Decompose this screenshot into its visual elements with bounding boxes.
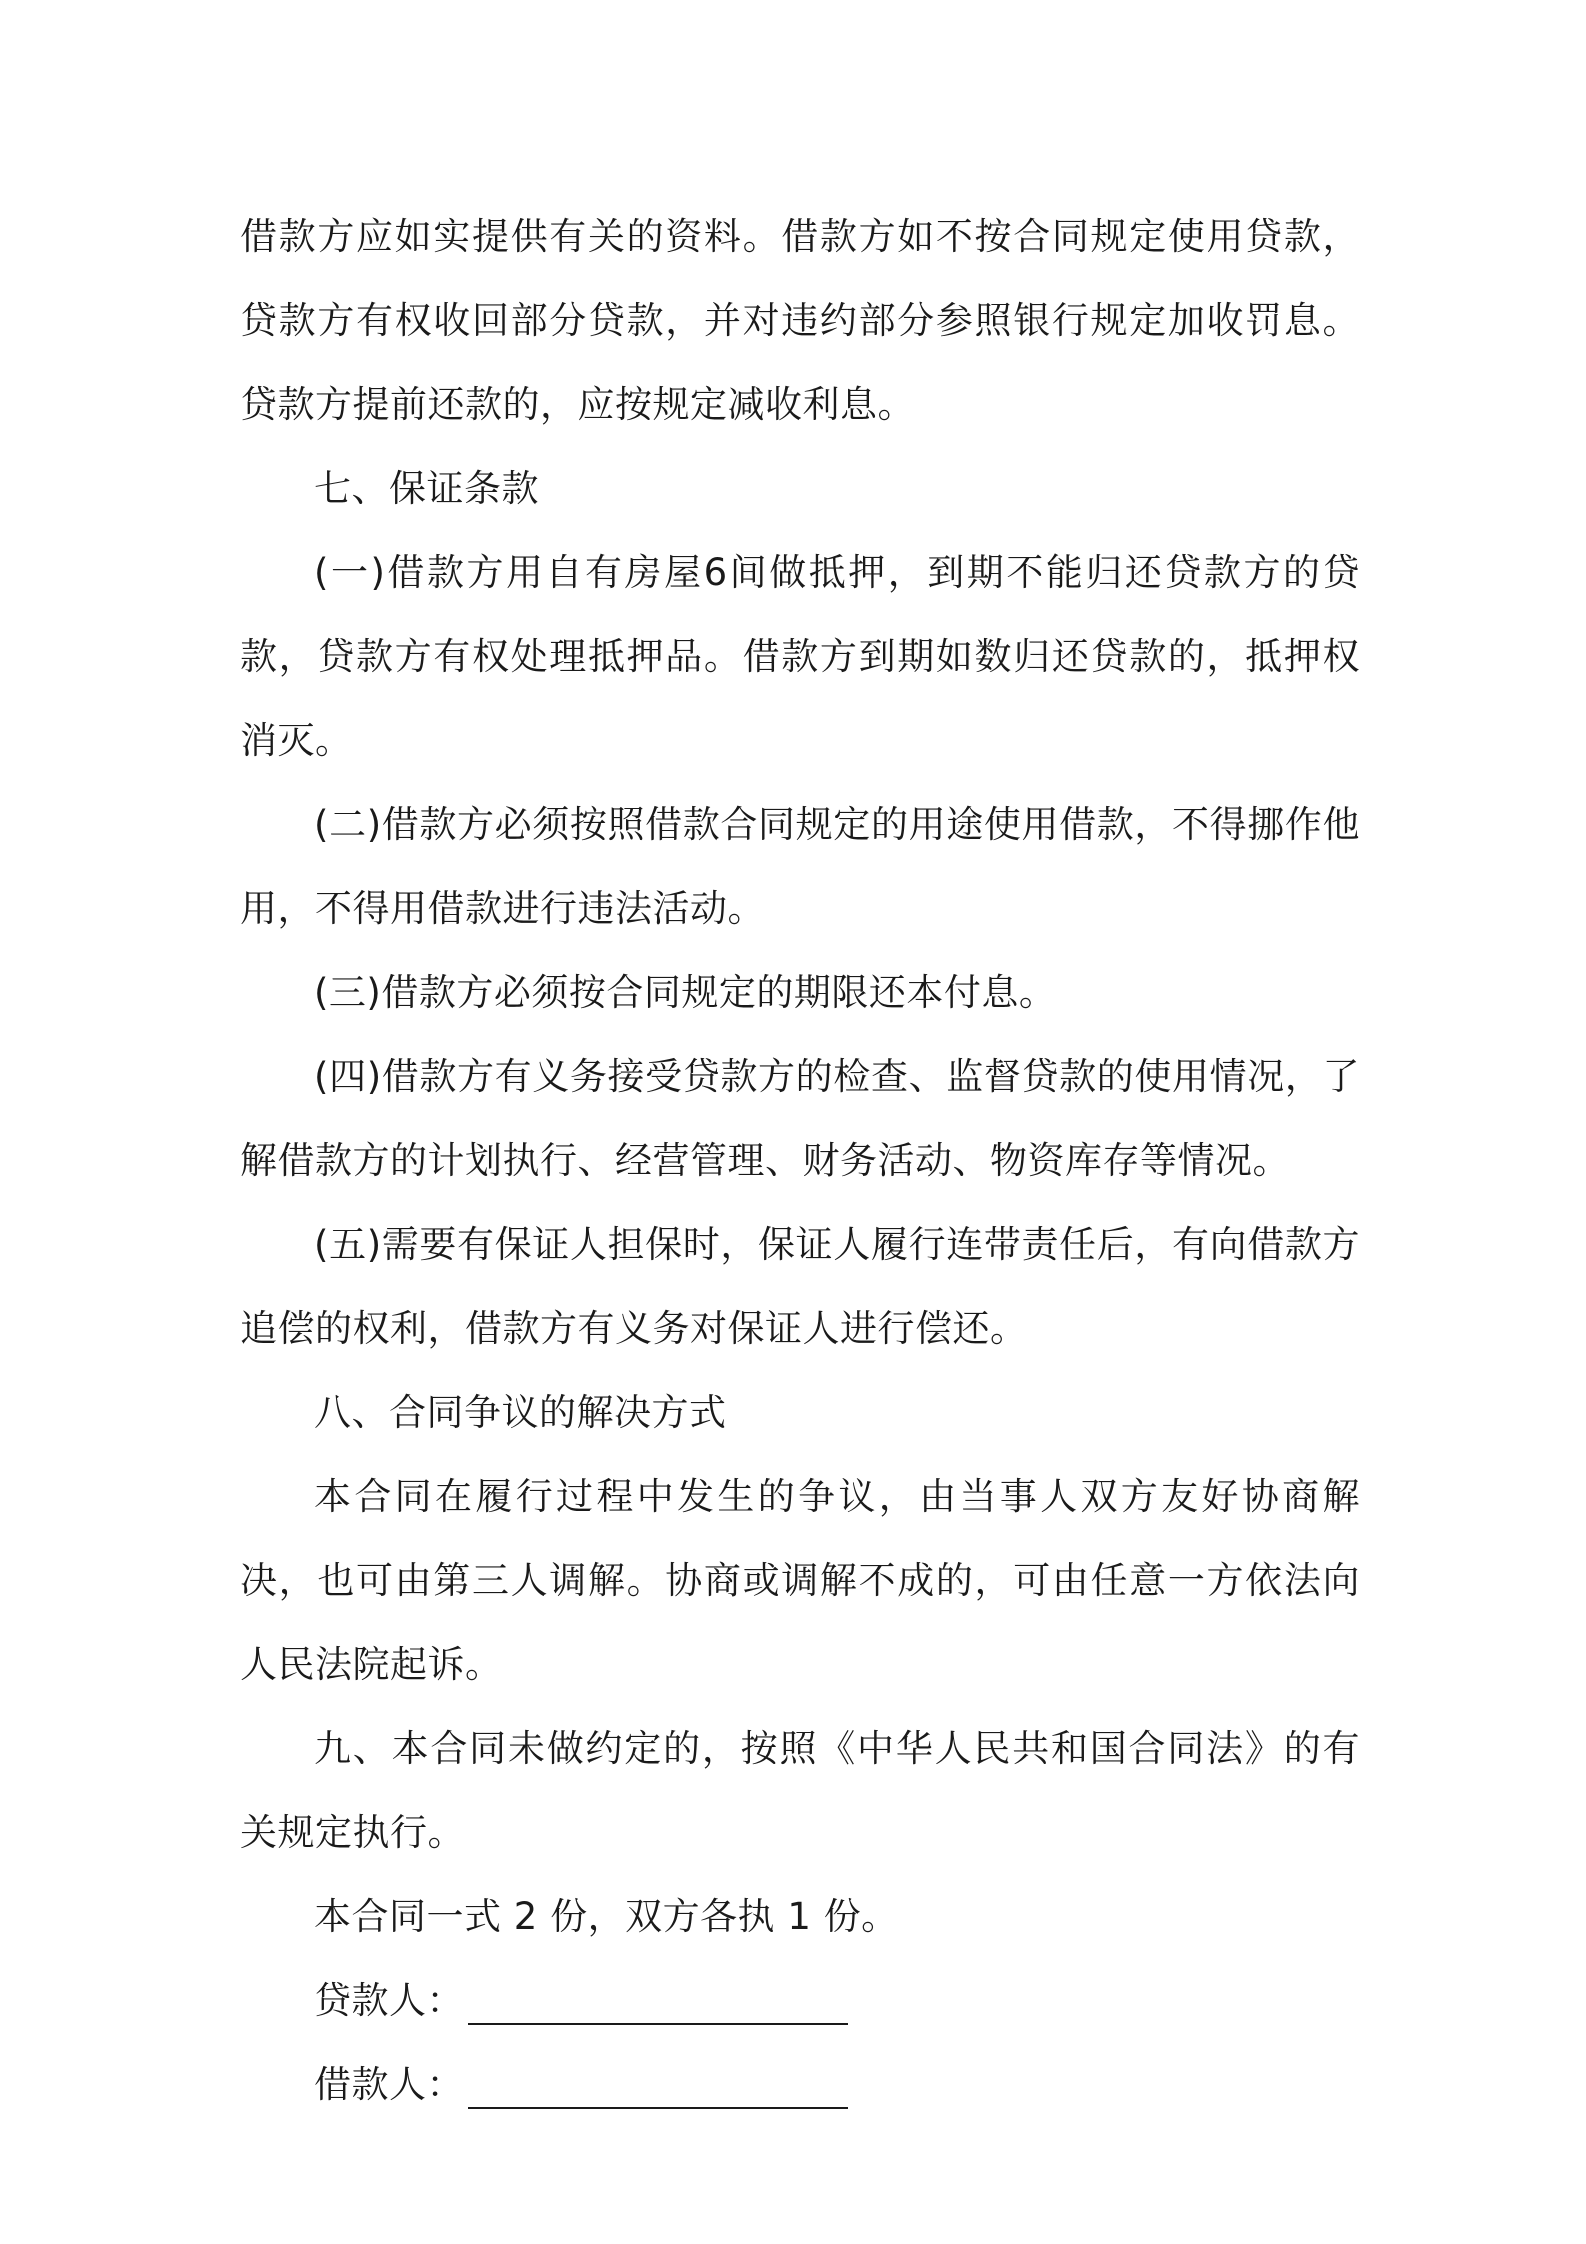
section-heading-guarantee: 七、保证条款 xyxy=(314,467,539,510)
clause-4-inspection: (四)借款方有义务接受贷款方的检查、监督贷款的使用情况，了解借款方的计划执行、经营管理、财务活动、物资库存等情况。 xyxy=(240,1055,1360,1182)
paragraph-contract-law: 九、本合同未做约定的，按照《中华人民共和国合同法》的有关规定执行。 xyxy=(240,1727,1360,1854)
clause-5-guarantor: (五)需要有保证人担保时，保证人履行连带责任后，有向借款方追偿的权利，借款方有义务对保证人进行偿还。 xyxy=(240,1223,1360,1350)
paragraph-loan-terms: 借款方应如实提供有关的资料。借款方如不按合同规定使用贷款，贷款方有权收回部分贷款，并对违约部分参照银行规定加收罚息。贷款方提前还款的，应按规定减收利息。 xyxy=(240,215,1360,426)
document-page xyxy=(240,195,1360,2127)
lender-signature-line[interactable] xyxy=(468,1983,848,2025)
clause-3-repayment: (三)借款方必须按合同规定的期限还本付息。 xyxy=(314,971,1057,1014)
section-heading-dispute: 八、合同争议的解决方式 xyxy=(314,1391,727,1434)
paragraph-dispute-resolution: 本合同在履行过程中发生的争议，由当事人双方友好协商解决，也可由第三人调解。协商或调解不成的，可由任意一方依法向人民法院起诉。 xyxy=(240,1475,1360,1686)
borrower-label: 借款人： xyxy=(314,2063,464,2106)
lender-signature-row xyxy=(240,1959,1360,2043)
clause-2-usage: (二)借款方必须按照借款合同规定的用途使用借款，不得挪作他用，不得用借款进行违法活动。 xyxy=(240,803,1360,930)
paragraph-copies: 本合同一式 2 份，双方各执 1 份。 xyxy=(314,1895,899,1938)
borrower-signature-line[interactable] xyxy=(468,2067,848,2109)
clause-1-mortgage: (一)借款方用自有房屋6间做抵押，到期不能归还贷款方的贷款，贷款方有权处理抵押品。借款方到期如数归还贷款的，抵押权消灭。 xyxy=(240,551,1360,762)
borrower-signature-row xyxy=(240,2043,1360,2127)
lender-label: 贷款人： xyxy=(314,1979,464,2022)
